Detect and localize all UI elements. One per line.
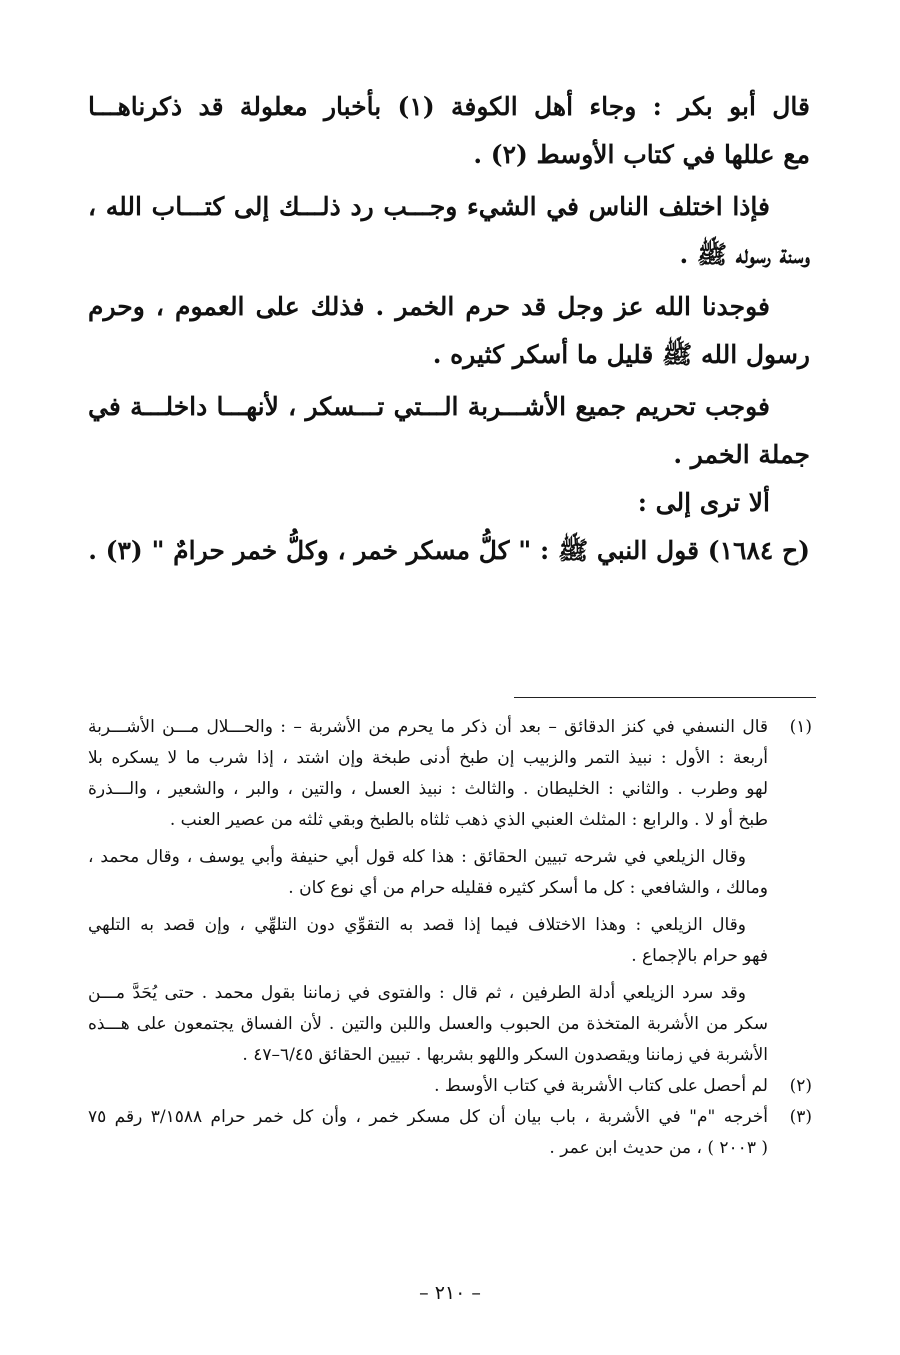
footnote-number: (١): [789, 717, 812, 737]
footnote-line: الأشربة في زماننا ويقصدون السكر واللهو بشربها . تبيين الحقائق ٦/٤٥–٤٧ .: [242, 1045, 768, 1065]
main-line-8: جملة الخمر .: [673, 440, 810, 469]
footnote-line: سكر من الأشربة المتخذة من الحبوب والعسل واللبن والتين . لأن الفساق يجتمعون على هـــذه: [88, 1014, 768, 1034]
footnote-line: ( ٢٠٠٣ ) ، من حديث ابن عمر .: [549, 1138, 768, 1158]
footnote-line: طبخ أو لا . والرابع : المثلث العنبي الذي ذهب ثلثاه بالطبخ وبقي ثلثه من عصير العنب .: [169, 810, 768, 830]
footnotes: [88, 712, 812, 1164]
main-line-3: فإذا اختلف الناس في الشيء وجـــب رد ذلـــك إلى كتـــاب الله ،: [88, 192, 770, 221]
main-line-2: مع عللها في كتاب الأوسط (٢) .: [473, 140, 810, 169]
footnote-line: ومالك ، والشافعي : كل ما أسكر كثيره فقليله حرام من أي نوع كان .: [288, 878, 768, 898]
footnote-1: [88, 712, 812, 1071]
footnote-line: لهو وطرب . والثاني : الخليطان . والثالث : نبيذ العسل ، والتين ، والبر ، والشعير ، والـــذرة: [88, 779, 768, 799]
page-number: – ٢١٠ –: [419, 1282, 481, 1304]
main-line-5: فوجدنا الله عز وجل قد حرم الخمر . فذلك على العموم ، وحرم: [88, 292, 770, 321]
footnote-line: قال النسفي في كنز الدقائق – بعد أن ذكر ما يحرم من الأشربة – : والحـــلال مـــن الأشـــربة: [88, 717, 768, 737]
footnote-line: لم أحصل على كتاب الأشربة في كتاب الأوسط .: [434, 1076, 768, 1096]
footnote-separator: [514, 697, 816, 698]
footnote-line: أربعة : الأول : نبيذ التمر والزبيب إن طبخ أدنى طبخة وإن اشتد ، إذا شرب ما لا يسكره بلا: [88, 748, 768, 768]
footnote-line: وقد سرد الزيلعي أدلة الطرفين ، ثم قال : والفتوى في زماننا بقول محمد . حتى يُحَدَّ مـــن: [88, 983, 746, 1003]
footnote-2: [88, 1071, 812, 1102]
main-line-6: رسول الله ﷺ قليل ما أسكر كثيره .: [432, 340, 810, 369]
footnote-line: وقال الزيلعي : وهذا الاختلاف فيما إذا قصد به التقوِّي دون التلهِّي ، وإن قصد به التلهي: [88, 915, 746, 935]
main-line-4: وسنة رسوله ﷺ .: [679, 240, 810, 269]
footnote-line: أخرجه "م" في الأشربة ، باب بيان أن كل مسكر خمر ، وأن كل خمر حرام ٣/١٥٨٨ رقم ٧٥: [88, 1107, 768, 1127]
main-line-9: ألا ترى إلى :: [637, 488, 770, 517]
footnote-number: (٢): [789, 1076, 812, 1096]
footnote-number: (٣): [789, 1107, 812, 1127]
main-line-10: (ح ١٦٨٤) قول النبي ﷺ : " كلُّ مسكر خمر ، وكلُّ خمر حرامٌ " (٣) .: [88, 536, 810, 565]
main-line-7: فوجب تحريم جميع الأشـــربة الـــتي تـــسكر ، لأنهـــا داخلـــة في: [88, 392, 770, 421]
footnote-line: فهو حرام بالإجماع .: [631, 946, 768, 966]
main-line-1: قال أبو بكر : وجاء أهل الكوفة (١) بأخبار معلولة قد ذكرناهـــا: [88, 92, 810, 121]
footnote-line: وقال الزيلعي في شرحه تبيين الحقائق : هذا كله قول أبي حنيفة وأبي يوسف ، وقال محمد ،: [88, 847, 746, 867]
main-text: [88, 92, 810, 566]
footnote-3: [88, 1102, 812, 1164]
